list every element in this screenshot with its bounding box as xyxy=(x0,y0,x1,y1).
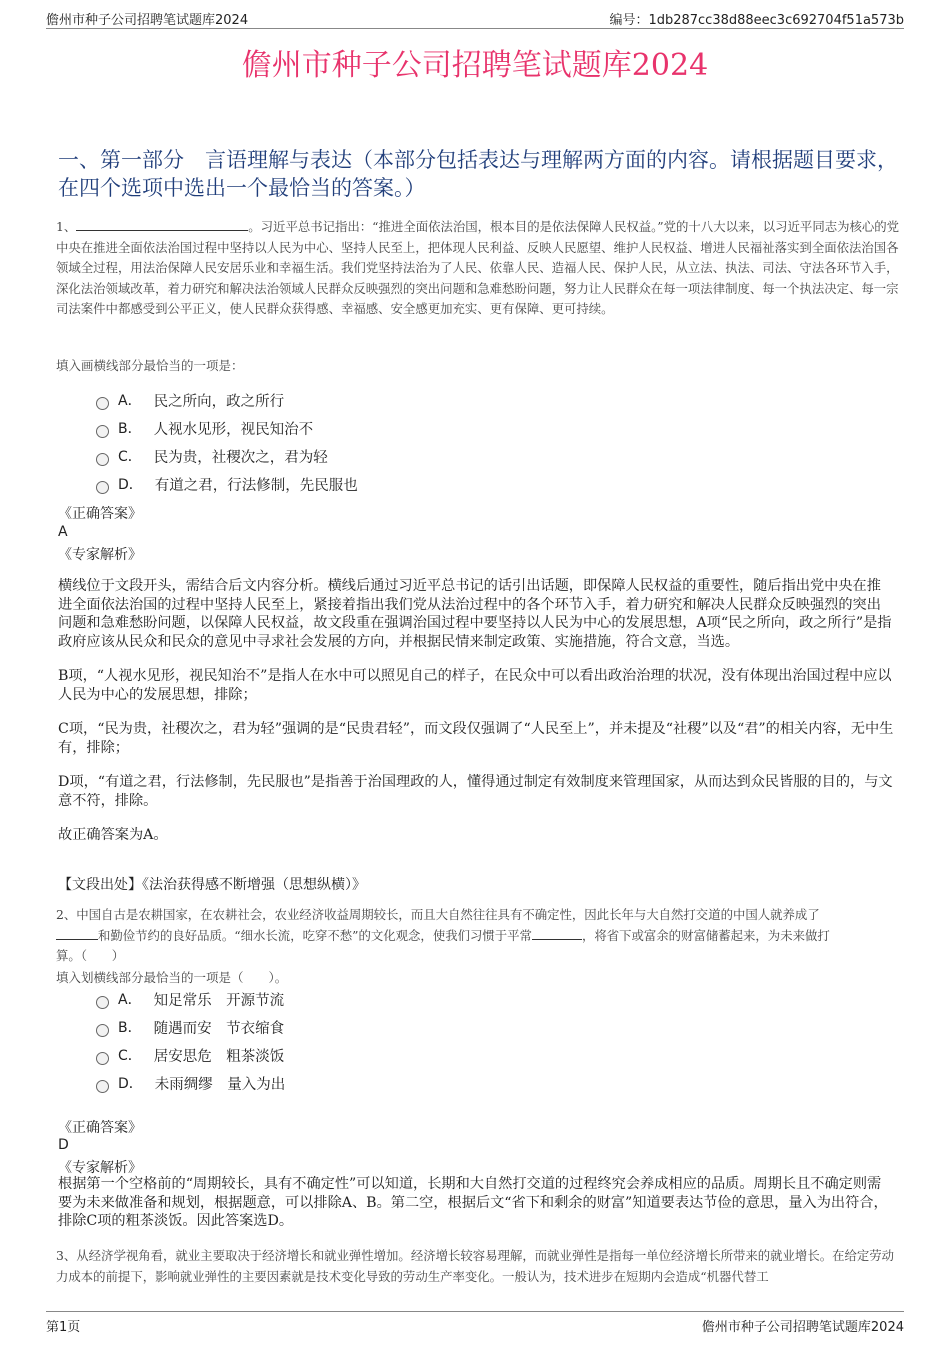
question-2-stem: 2、中国自古是农耕国家，在农耕社会，农业经济收益周期较长，而且大自然往往具有不确定性，因此长年与大自然打交道的中国人就养成了 和勤俭节约的良好品质。“细水长流，吃穿不愁”的文化观念，使我们习惯于平常 ，将省下或富余的财富储蓄起来，为未来做打 算。（ ） xyxy=(56,907,830,963)
header-doc-id: 编号：1db287cc38d88eec3c692704f51a573b xyxy=(609,13,904,28)
option-a[interactable]: A． 民之所向，政之所行 xyxy=(96,386,358,414)
radio-icon[interactable] xyxy=(96,481,109,494)
analysis-label: 《专家解析》 xyxy=(58,547,142,563)
analysis-paragraph: D项，“有道之君，行法修制，先民服也”是指善于治国理政的人，懂得通过制定有效制度来管理国家，从而达到众民皆服的目的，与文意不符，排除。 xyxy=(58,774,893,809)
section-heading: 一、第一部分 言语理解与表达（本部分包括表达与理解两方面的内容。请根据题目要求，在四个选项中选出一个最恰当的答案。） xyxy=(58,148,898,200)
question-1-stem xyxy=(56,217,902,320)
question-1-number: 1、 xyxy=(56,219,77,234)
question-1-text: 。习近平总书记指出：“推进全面依法治国，根本目的是依法保障人民权益。”党的十八大以来，以习近平同志为核心的党中央在推进全面依法治国过程中坚持以人民为中心、坚持人民至上，把体现人民利益、反映人民愿望、维护人民权益、增进人民福祉落实到全面依法治国各领域全过程，用法治保障人民安居乐业和幸福生活。我们党坚持法治为了人民、依靠人民、造福人民、保护人民，从立法、执法、司法、守法各环节入手，深化法治领域改革，着力研究和解决法治领域人民群众反映强烈的突出问题和急难愁盼问题，努力让人民群众在每一项法律制度、每一个执法决定、每一宗司法案件中都感受到公平正义，使人民群众获得感、幸福感、安全感更加充实、更有保障、更可持续。 xyxy=(56,219,900,316)
radio-icon[interactable] xyxy=(96,1024,109,1037)
radio-icon[interactable] xyxy=(96,1052,109,1065)
answer-label: 《正确答案》 xyxy=(58,506,142,522)
question-1-prompt: 填入画横线部分最恰当的一项是： xyxy=(56,358,244,373)
option-d[interactable]: D． 有道之君，行法修制，先民服也 xyxy=(96,470,358,498)
analysis-paragraph: C项，“民为贵，社稷次之，君为轻”强调的是“民贵君轻”，而文段仅强调了“人民至上”，并未提及“社稷”以及“君”的相关内容，无中生有，排除； xyxy=(58,721,894,756)
radio-icon[interactable] xyxy=(96,453,109,466)
analysis-paragraph: 横线位于文段开头，需结合后文内容分析。横线后通过习近平总书记的话引出话题，即保障人民权益的重要性，随后指出党中央在推进全面依法治国的过程中坚持人民至上，紧接着指出我们党从法治过程中的各个环节入手，着力研究和解决人民群众反映强烈的突出问题和急难愁盼问题，以保障人民权益，故文段重在强调治国过程中要坚持以人民为中心的发展思想，A项“民之所向，政之所行”是指政府应该从民众和民众的意见中寻求社会发展的方向，并根据民情来制定政策、实施措施，符合文意，当选。 xyxy=(58,578,892,650)
page-header xyxy=(46,6,904,29)
analysis-label: 《专家解析》 xyxy=(58,1160,142,1176)
option-a[interactable]: A． 知足常乐 开源节流 xyxy=(96,985,285,1013)
option-c[interactable]: C． 民为贵，社稷次之，君为轻 xyxy=(96,442,358,470)
option-b[interactable]: B． 随遇而安 节衣缩食 xyxy=(96,1013,285,1041)
option-c[interactable]: C． 居安思危 粗茶淡饭 xyxy=(96,1041,285,1069)
answer-blank xyxy=(532,939,582,940)
answer-value: A xyxy=(58,524,68,540)
option-b[interactable]: B． 人视水见形，视民知治不 xyxy=(96,414,358,442)
analysis-paragraph: 故正确答案为A。 xyxy=(58,827,168,843)
option-d[interactable]: D． 未雨绸缪 量入为出 xyxy=(96,1069,285,1097)
question-3-stem: 3、从经济学视角看，就业主要取决于经济增长和就业弹性增加。经济增长较容易理解，而就业弹性是指每一单位经济增长所带来的就业增长。在给定劳动力成本的前提下，影响就业弹性的主要因素就是技术变化导致的劳动生产率变化。一般认为，技术进步在短期内会造成“机器代替工 xyxy=(56,1248,895,1284)
source-citation: 【文段出处】《法治获得感不断增强（思想纵横）》 xyxy=(58,877,366,893)
radio-icon[interactable] xyxy=(96,397,109,410)
question-2-prompt: 填入划横线部分最恰当的一项是（ ）。 xyxy=(56,970,288,985)
footer-doc-title: 儋州市种子公司招聘笔试题库2024 xyxy=(701,1320,904,1335)
question-1-analysis xyxy=(58,577,894,861)
answer-value: D xyxy=(58,1137,69,1153)
page-number: 第1页 xyxy=(46,1320,81,1335)
question-2-options xyxy=(96,985,285,1097)
question-2-analysis: 根据第一个空格前的“周期较长，具有不确定性”可以知道，长期和大自然打交道的过程终究会养成相应的品质。周期长且不确定则需要为未来做准备和规划，根据题意，可以排除A、B。第二空，根据后文“省下和剩余的财富”知道要表达节俭的意思，量入为出符合，排除C项的粗茶淡饭。因此答案选D。 xyxy=(58,1176,888,1229)
answer-label: 《正确答案》 xyxy=(58,1120,142,1136)
analysis-paragraph: B项，“人视水见形，视民知治不”是指人在水中可以照见自己的样子，在民众中可以看出政治治理的状况，没有体现出治国过程中应以人民为中心的发展思想，排除； xyxy=(58,668,892,703)
radio-icon[interactable] xyxy=(96,425,109,438)
radio-icon[interactable] xyxy=(96,996,109,1009)
question-1-options xyxy=(96,386,358,498)
page-title: 儋州市种子公司招聘笔试题库2024 xyxy=(241,48,709,83)
page-footer xyxy=(46,1311,904,1334)
answer-blank xyxy=(76,230,248,231)
answer-blank xyxy=(56,939,98,940)
header-doc-title: 儋州市种子公司招聘笔试题库2024 xyxy=(46,13,249,28)
radio-icon[interactable] xyxy=(96,1080,109,1093)
